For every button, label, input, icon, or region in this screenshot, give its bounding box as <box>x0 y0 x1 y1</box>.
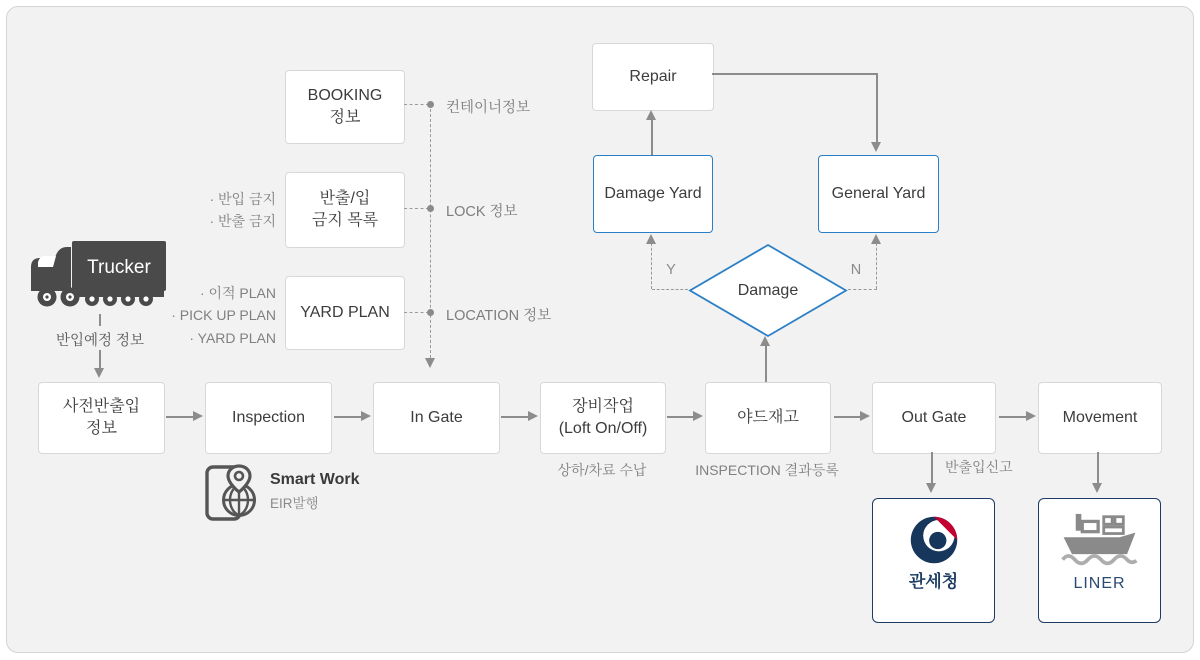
prohibit-list-box <box>285 172 405 248</box>
info-spine-arrowhead <box>425 358 435 368</box>
equipment-work-note: 상하/차료 수납 <box>557 462 647 478</box>
damage-yes-hdash <box>652 289 688 290</box>
repair-box <box>592 43 714 111</box>
general-yard-label: General Yard <box>831 185 926 203</box>
arrow-outgate-to-customs-head <box>926 483 936 493</box>
arrow-ingate-to-equipment-head <box>528 411 538 421</box>
yard-plan-box <box>285 276 405 350</box>
damage-yard-box <box>593 155 713 233</box>
smart-work-caption: EIR발행 <box>270 496 319 511</box>
damage-yard-label: Damage Yard <box>604 185 702 203</box>
damage-decision-label: Damage <box>737 281 799 299</box>
location-dash-connector <box>404 312 429 313</box>
movement-box <box>1038 382 1162 454</box>
yard-plan-note-1: · 이적 PLAN <box>199 285 276 301</box>
equipment-work-line1: 장비작업 <box>572 398 634 416</box>
arrow-inspection-to-ingate-line <box>334 416 362 418</box>
arrow-outgate-to-movement-head <box>1026 411 1036 421</box>
smart-work-icon <box>204 464 266 522</box>
inspection-label: Inspection <box>232 409 305 427</box>
damage-yes-vdash <box>651 243 652 289</box>
arrow-yard-to-outgate-head <box>860 411 870 421</box>
prohibit-list-line1: 반출/입 <box>319 190 371 208</box>
arrow-repair-to-generalyard-vline <box>876 73 878 143</box>
arrow-damageyard-to-repair-line <box>651 120 653 155</box>
booking-info-box <box>285 70 405 144</box>
customs-label: 관세청 <box>908 572 959 591</box>
prohibit-note-2: · 반출 금지 <box>209 213 276 230</box>
container-info-label: 컨테이너정보 <box>446 100 531 116</box>
pre-gate-info-line2: 정보 <box>86 420 117 437</box>
arrow-equipment-to-yard-head <box>693 411 703 421</box>
damage-decision-diamond <box>688 243 848 338</box>
lock-dash-connector <box>404 208 429 209</box>
damage-yes-arrowhead <box>646 234 656 244</box>
arrow-yard-to-damage-head <box>760 336 770 346</box>
damage-yes-label: Y <box>666 262 676 278</box>
yard-inventory-label: 야드재고 <box>737 409 799 427</box>
equipment-work-line2: (Loft On/Off) <box>558 420 648 437</box>
arrow-movement-to-liner-line <box>1097 452 1099 484</box>
info-spine-dashed-line <box>430 104 431 358</box>
damage-no-label: N <box>850 262 862 278</box>
arrow-outgate-to-movement-line <box>999 416 1027 418</box>
lock-info-label: LOCK 정보 <box>446 204 518 220</box>
trucker-label: Trucker <box>87 257 151 278</box>
arrow-yard-to-damage-line <box>765 346 767 382</box>
yard-plan-line1: YARD PLAN <box>300 304 390 322</box>
prohibit-note-1: · 반입 금지 <box>209 191 276 207</box>
ship-icon <box>1060 513 1140 569</box>
inspection-box <box>205 382 332 454</box>
damage-no-arrowhead <box>871 234 881 244</box>
booking-dash-connector <box>404 104 429 105</box>
arrow-movement-to-liner-head <box>1092 483 1102 493</box>
pre-gate-info-line1: 사전반출입 <box>62 398 141 416</box>
general-yard-box <box>818 155 939 233</box>
equipment-work-box <box>540 382 666 454</box>
repair-label: Repair <box>629 68 677 86</box>
arrow-repair-to-generalyard-head <box>871 142 881 152</box>
trucker-arrow-line <box>99 350 101 368</box>
customs-logo-icon <box>907 513 961 567</box>
lock-info-dot <box>427 205 434 212</box>
yard-plan-note-3: · YARD PLAN <box>189 329 276 346</box>
truck-icon <box>28 240 168 312</box>
prohibit-list-line2: 금지 목록 <box>311 212 379 229</box>
damage-no-vdash <box>876 243 877 289</box>
prohibit-list-notes <box>150 188 276 233</box>
location-info-label: LOCATION 정보 <box>446 308 552 324</box>
liner-label: LINER <box>1073 575 1126 592</box>
smart-work-title: Smart Work <box>270 471 360 488</box>
in-gate-label: In Gate <box>410 409 463 427</box>
arrow-outgate-to-customs-line <box>931 452 933 484</box>
yard-inventory-note: INSPECTION 결과등록 <box>695 462 839 478</box>
trucker-connector-line <box>99 314 101 326</box>
arrow-pre-to-inspection-head <box>193 411 203 421</box>
out-gate-box <box>872 382 996 454</box>
in-gate-box <box>373 382 500 454</box>
yard-plan-note-2: · PICK UP PLAN <box>171 307 276 324</box>
trucker-arrowhead <box>94 368 104 378</box>
container-info-dot <box>427 101 434 108</box>
arrow-ingate-to-equipment-line <box>501 416 529 418</box>
arrow-equipment-to-yard-line <box>667 416 694 418</box>
damage-no-hdash <box>848 289 877 290</box>
location-info-dot <box>427 309 434 316</box>
arrow-yard-to-outgate-line <box>834 416 861 418</box>
arrow-pre-to-inspection-line <box>166 416 194 418</box>
pre-gate-info-box <box>38 382 165 454</box>
trucker-arrow-note: 반입예정 정보 <box>55 333 145 349</box>
movement-label: Movement <box>1062 409 1138 427</box>
booking-info-line2: 정보 <box>329 109 361 126</box>
arrow-repair-to-generalyard-hline <box>712 73 878 75</box>
liner-box <box>1038 498 1161 623</box>
yard-inventory-box <box>705 382 831 454</box>
out-gate-label: Out Gate <box>901 409 967 427</box>
arrow-inspection-to-ingate-head <box>361 411 371 421</box>
out-gate-note: 반출입신고 <box>945 459 1013 475</box>
booking-info-line1: BOOKING <box>307 87 383 105</box>
customs-box <box>872 498 995 623</box>
arrow-damageyard-to-repair-head <box>646 110 656 120</box>
